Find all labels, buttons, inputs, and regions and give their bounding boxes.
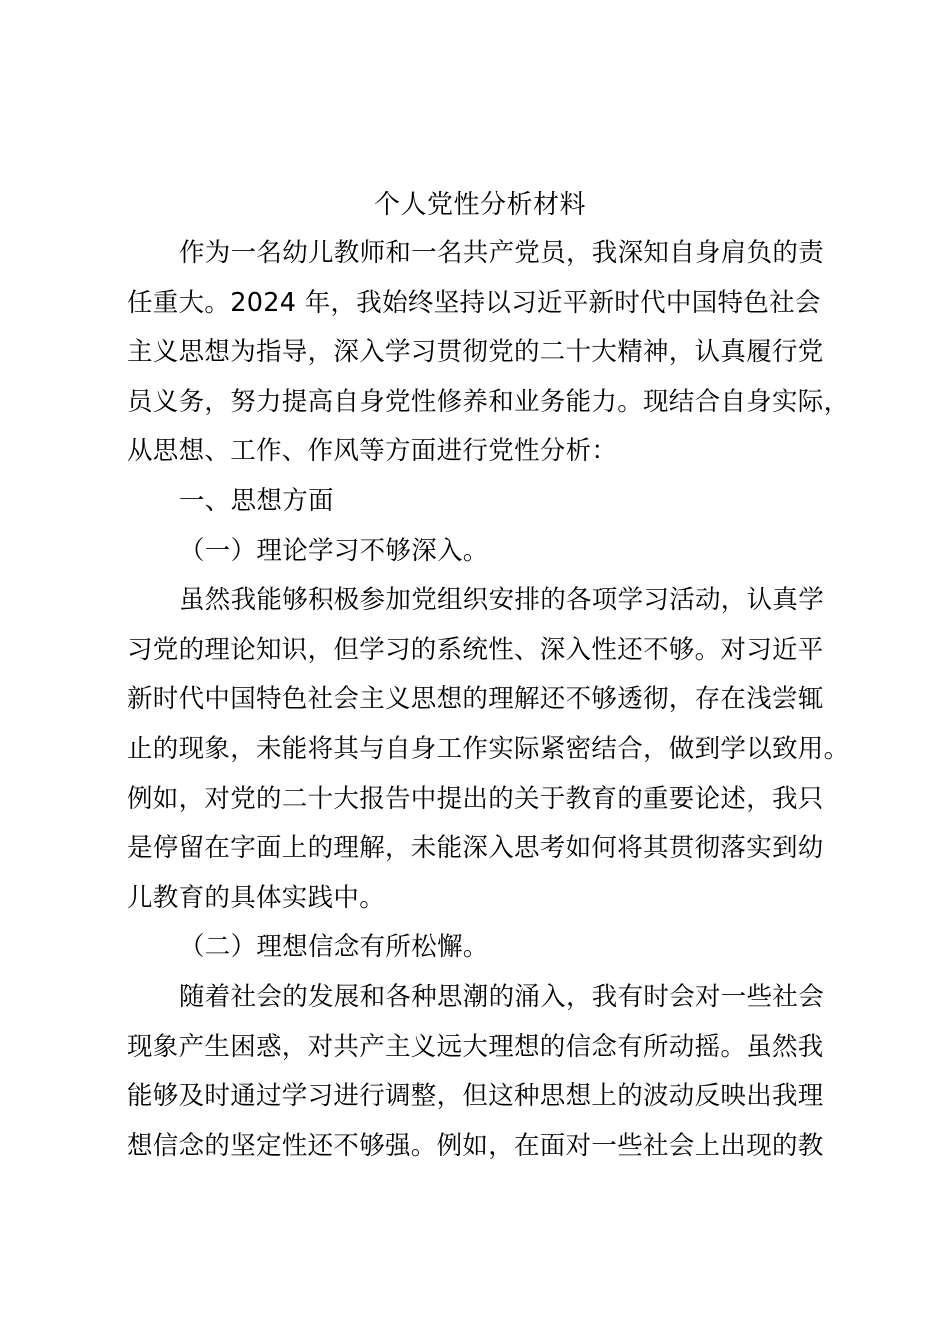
paragraph-line: 能够及时通过学习进行调整，但这种思想上的波动反映出我理 <box>127 1081 824 1112</box>
section-heading: 一、思想方面 <box>179 485 334 516</box>
document-title: 个人党性分析材料 <box>373 190 586 220</box>
document-body <box>127 229 867 1171</box>
subsection-heading: （二）理想信念有所松懈。 <box>179 932 489 963</box>
paragraph-line: 例如，对党的二十大报告中提出的关于教育的重要论述，我只 <box>127 783 824 814</box>
paragraph-line: 想信念的坚定性还不够强。例如，在面对一些社会上出现的教 <box>127 1130 824 1161</box>
subsection-heading: （一）理论学习不够深入。 <box>179 535 489 566</box>
paragraph-line: 主义思想为指导，深入学习贯彻党的二十大精神，认真履行党 <box>127 337 824 368</box>
paragraph-line: 儿教育的具体实践中。 <box>127 882 386 913</box>
paragraph-line: 任重大。2024 年，我始终坚持以习近平新时代中国特色社会 <box>127 287 821 318</box>
paragraph-line: 新时代中国特色社会主义思想的理解还不够透彻，存在浅尝辄 <box>127 684 824 715</box>
paragraph-line: 现象产生困惑，对共产主义远大理想的信念有所动摇。虽然我 <box>127 1031 824 1062</box>
paragraph-line: 随着社会的发展和各种思潮的涌入，我有时会对一些社会 <box>179 981 825 1012</box>
paragraph-line: 从思想、工作、作风等方面进行党性分析： <box>127 436 618 467</box>
paragraph-line: 习党的理论知识，但学习的系统性、深入性还不够。对习近平 <box>127 634 824 665</box>
paragraph-line: 是停留在字面上的理解，未能深入思考如何将其贯彻落实到幼 <box>127 833 824 864</box>
paragraph-line: 虽然我能够积极参加党组织安排的各项学习活动，认真学 <box>179 585 825 616</box>
paragraph-line: 员义务，努力提高自身党性修养和业务能力。现结合自身实际， <box>127 386 850 417</box>
paragraph-line: 止的现象，未能将其与自身工作实际紧密结合，做到学以致用。 <box>127 733 850 764</box>
paragraph-line: 作为一名幼儿教师和一名共产党员，我深知自身肩负的责 <box>179 238 825 268</box>
